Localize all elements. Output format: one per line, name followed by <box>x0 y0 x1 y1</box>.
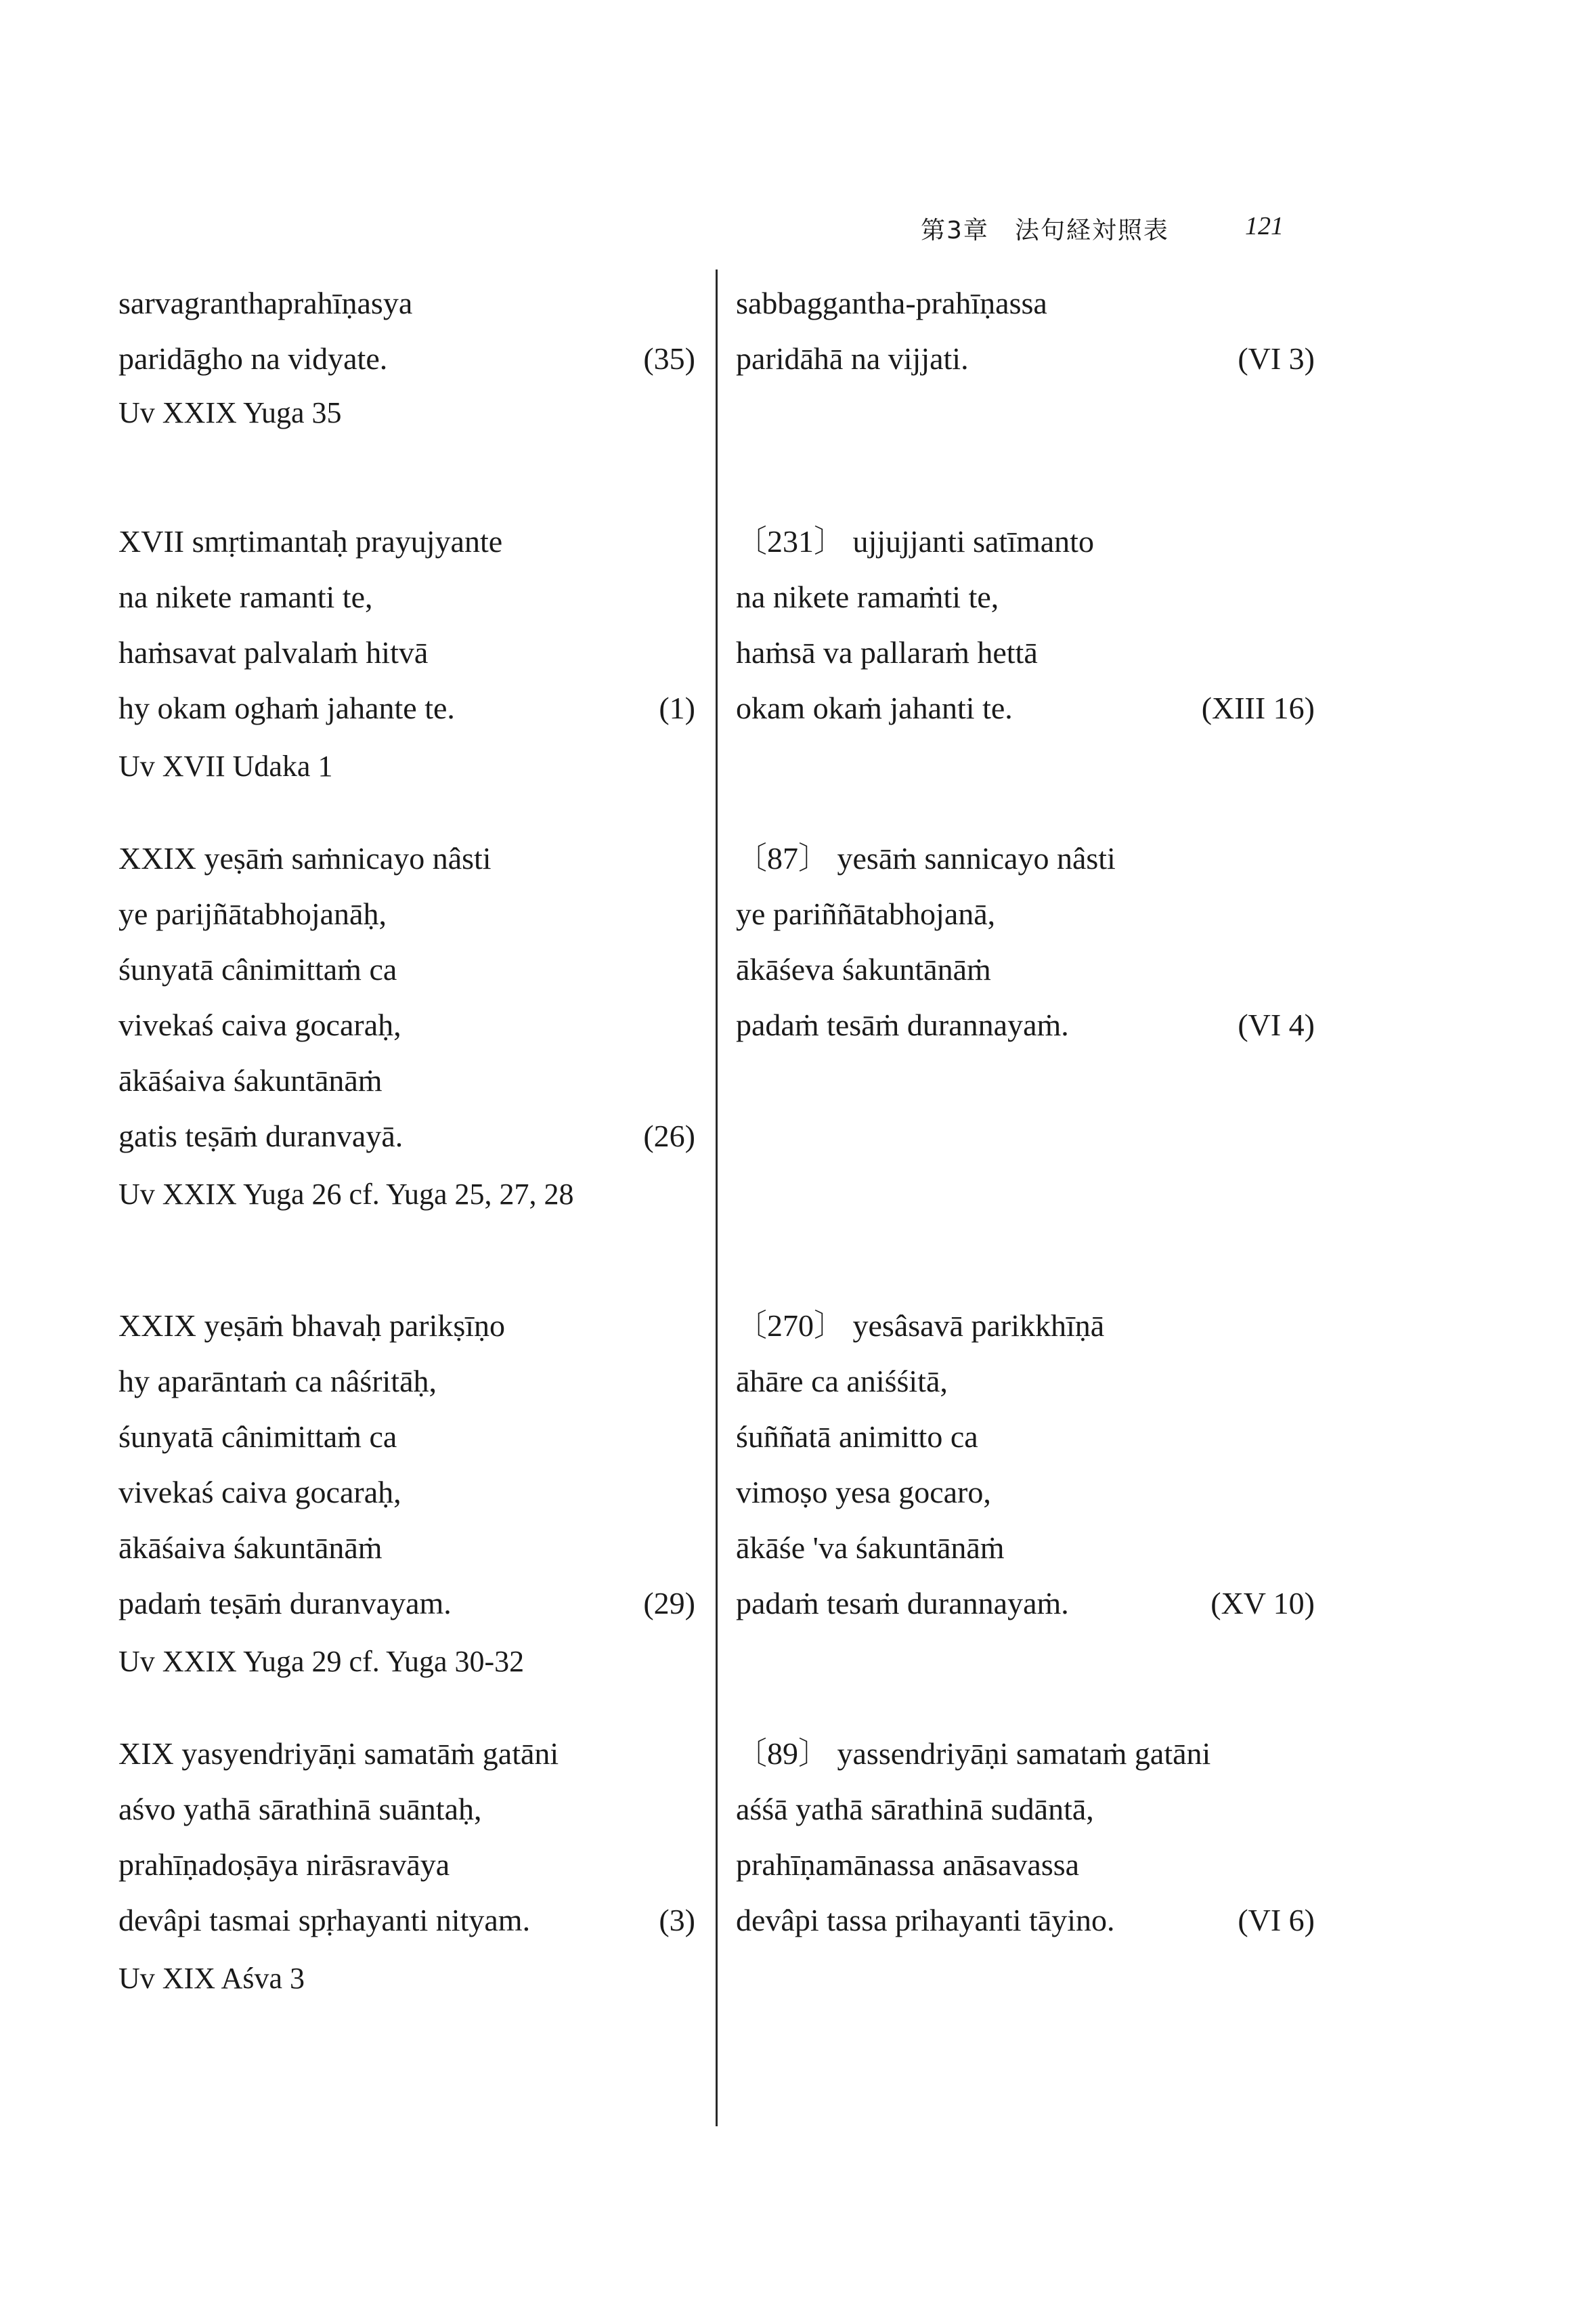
right-verse-line: haṁsā va pallaraṁ hettā <box>736 635 1038 670</box>
right-verse-number: (XV 10) <box>1210 1586 1315 1620</box>
left-verse-line: XIX yasyendriyāṇi samatāṁ gatāni <box>118 1736 559 1771</box>
left-verse-number: (1) <box>659 691 695 725</box>
left-verse-line: vivekaś caiva gocaraḥ, <box>118 1008 401 1042</box>
left-verse-line: XXIX yeṣāṁ saṁnicayo nâsti <box>118 841 492 876</box>
left-verse-line: devâpi tasmai spṛhayanti nityam. <box>118 1903 531 1937</box>
left-verse-line: vivekaś caiva gocaraḥ, <box>118 1475 401 1509</box>
left-reference: Uv XIX Aśva 3 <box>118 1962 305 1995</box>
left-verse-line: XVII smṛtimantaḥ prayujyante <box>118 524 503 559</box>
page-number: 121 <box>1245 212 1284 240</box>
left-verse-line: ākāśaiva śakuntānāṁ <box>118 1530 383 1565</box>
left-verse-number: (29) <box>643 1586 695 1620</box>
left-verse-line: na nikete ramanti te, <box>118 580 373 614</box>
right-verse-line: āhāre ca aniśśitā, <box>736 1364 948 1398</box>
left-verse-line: gatis teṣāṁ duranvayā. <box>118 1119 403 1153</box>
left-verse-line: haṁsavat palvalaṁ hitvā <box>118 635 429 670</box>
left-verse-number: (35) <box>643 341 695 376</box>
left-reference: Uv XXIX Yuga 26 cf. Yuga 25, 27, 28 <box>118 1178 574 1211</box>
right-verse-line: sabbagganthа-prahīṇassa <box>736 286 1047 320</box>
left-reference: Uv XVII Udaka 1 <box>118 750 333 783</box>
right-verse-number: (XIII 16) <box>1201 691 1315 725</box>
right-verse-number: (VI 6) <box>1238 1903 1315 1937</box>
left-verse-number: (26) <box>643 1119 695 1153</box>
right-verse-line: aśśā yathā sārathinā sudāntā, <box>736 1792 1094 1826</box>
right-verse-line: ākāśeva śakuntānāṁ <box>736 952 991 987</box>
left-verse-number: (3) <box>659 1903 695 1937</box>
right-verse-line: okam okaṁ jahanti te. <box>736 691 1013 725</box>
left-verse-line: prahīṇadoṣāya nirāsravāya <box>118 1847 450 1882</box>
left-reference: Uv XXIX Yuga 35 <box>118 396 342 429</box>
right-verse-line: ye pariññātabhojanā, <box>736 897 996 931</box>
left-verse-line: paridāgho na vidyate. <box>118 341 388 376</box>
right-verse-number: (VI 3) <box>1238 341 1315 376</box>
right-verse-line: padaṁ tesaṁ durannayaṁ. <box>736 1586 1069 1620</box>
left-verse-line: hy okam oghaṁ jahante te. <box>118 691 455 725</box>
left-reference: Uv XXIX Yuga 29 cf. Yuga 30-32 <box>118 1645 525 1678</box>
left-verse-line: ye parijñātabhojanāḥ, <box>118 897 387 931</box>
right-verse-line: na nikete ramaṁti te, <box>736 580 999 614</box>
right-verse-line: vimoṣo yesa gocaro, <box>736 1475 991 1509</box>
left-verse-line: śunyatā cânimittaṁ ca <box>118 952 397 987</box>
left-verse-line: aśvo yathā sārathinā suāntaḥ, <box>118 1792 482 1826</box>
left-verse-line: XXIX yeṣāṁ bhavaḥ parikṣīṇo <box>118 1308 506 1343</box>
right-verse-line: 〔270〕 yesâsavā parikkhīṇā <box>736 1308 1105 1343</box>
right-verse-line: padaṁ tesāṁ durannayaṁ. <box>736 1008 1069 1042</box>
right-verse-number: (VI 4) <box>1238 1008 1315 1042</box>
left-verse-line: sarvagranthaprahīṇasya <box>118 286 413 320</box>
column-divider <box>716 270 718 2126</box>
right-verse-line: devâpi tassa prihayanti tāyino. <box>736 1903 1115 1937</box>
right-verse-line: 〔89〕 yassendriyāṇi samataṁ gatāni <box>736 1736 1211 1771</box>
right-verse-line: prahīṇamānassa anāsavassa <box>736 1847 1080 1882</box>
left-verse-line: padaṁ teṣāṁ duranvayam. <box>118 1586 452 1620</box>
chapter-title: 第3章 法句経対照表 <box>921 217 1169 244</box>
right-verse-line: paridāhā na vijjati. <box>736 341 969 376</box>
left-verse-line: hy aparāntaṁ ca nâśritāḥ, <box>118 1364 437 1398</box>
page-header <box>921 211 1300 252</box>
left-verse-line: śunyatā cânimittaṁ ca <box>118 1419 397 1454</box>
right-verse-line: 〔231〕 ujjujjanti satīmanto <box>736 524 1094 559</box>
right-verse-line: 〔87〕 yesāṁ sannicayo nâsti <box>736 841 1116 876</box>
left-verse-line: ākāśaiva śakuntānāṁ <box>118 1063 383 1098</box>
right-verse-line: ākāśe 'va śakuntānāṁ <box>736 1530 1005 1565</box>
right-verse-line: śuññatā animitto ca <box>736 1419 978 1454</box>
